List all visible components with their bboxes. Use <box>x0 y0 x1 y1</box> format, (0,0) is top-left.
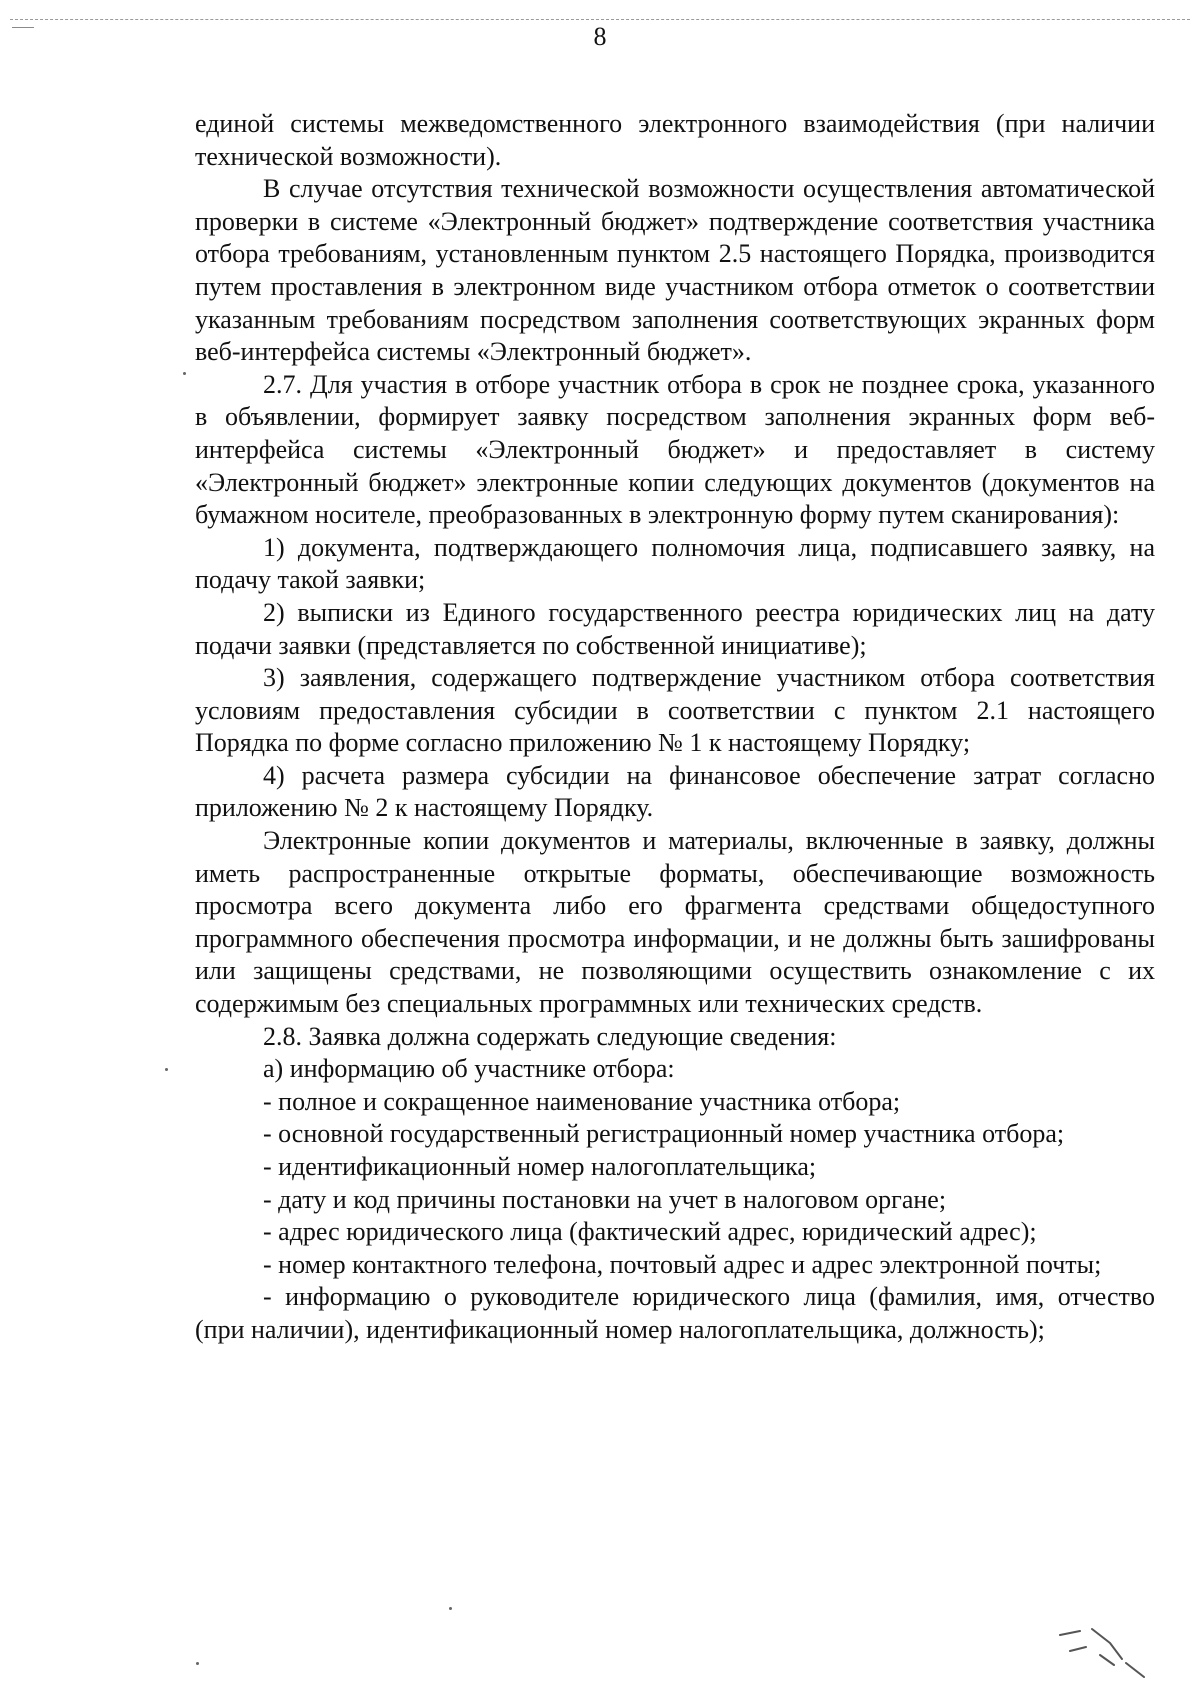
list-item: 2) выписки из Единого государственного реестра юридических лиц на дату подачи заявки (представляется по собственной инициативе); <box>195 597 1155 660</box>
list-item: - информацию о руководителе юридического лица (фамилия, имя, отчество (при наличии), идентификационный номер налогоплательщика, должность); <box>195 1282 1155 1344</box>
handwritten-mark-icon <box>1040 1625 1150 1680</box>
document-body <box>195 108 1155 1347</box>
scan-speck <box>196 1662 199 1665</box>
list-item: - полное и сокращенное наименование участника отбора; <box>263 1086 901 1116</box>
list-item: - идентификационный номер налогоплательщика; <box>263 1152 817 1181</box>
scan-speck <box>183 372 186 375</box>
list-item: 1) документа, подтверждающего полномочия лица, подписавшего заявку, на подачу такой заявки; <box>195 532 1155 595</box>
scan-edge-line <box>10 19 1190 20</box>
list-item: - адрес юридического лица (фактический адрес, юридический адрес); <box>263 1217 1037 1247</box>
section-heading-2-8: 2.8. Заявка должна содержать следующие сведения: <box>263 1021 837 1051</box>
list-item: 3) заявления, содержащего подтверждение участником отбора соответствия условиям предоставления субсидии в соответствии с пунктом 2.1 настоящего Порядка по форме согласно приложению № 1 к настоящему Порядку; <box>195 663 1155 758</box>
list-item: 4) расчета размера субсидии на финансовое обеспечение затрат согласно приложению № 2 к настоящему Порядку. <box>195 760 1155 823</box>
list-item: - дату и код причины постановки на учет в налоговом органе; <box>263 1184 947 1214</box>
paragraph: Электронные копии документов и материалы, включенные в заявку, должны иметь распространенные открытые форматы, обеспечивающие возможность просмотра всего документа либо его фрагмента средствами общедоступного программного обеспечения просмотра информации, и не должны быть зашифрованы или защищены средствами, не позволяющими осуществить ознакомление с их содержимым без специальных программных или технических средств. <box>195 826 1155 1019</box>
list-item: - основной государственный регистрационный номер участника отбора; <box>263 1119 1065 1149</box>
page-number: 8 <box>593 22 607 51</box>
paragraph: единой системы межведомственного электронного взаимодействия (при наличии технической возможности). <box>195 109 1155 171</box>
paragraph: В случае отсутствия технической возможности осуществления автоматической проверки в системе «Электронный бюджет» подтверждение соответствия участника отбора требованиям, установленным пунктом 2.5 настоящего Порядка, производится путем проставления в электронном виде участником отбора отметок о соответствии указанным требованиям посредством заполнения соответствующих экранных форм веб-интерфейса системы «Электронный бюджет». <box>195 174 1155 367</box>
list-item: - номер контактного телефона, почтовый адрес и адрес электронной почты; <box>263 1249 1102 1279</box>
subsection-heading: а) информацию об участнике отбора: <box>263 1054 675 1084</box>
paragraph: 2.7. Для участия в отборе участник отбора в срок не позднее срока, указанного в объявлении, формирует заявку посредством заполнения экранных форм веб-интерфейса системы «Электронный бюджет» и предоставляет в систему «Электронный бюджет» электронные копии следующих документов (документов на бумажном носителе, преобразованных в электронную форму путем сканирования): <box>195 369 1155 530</box>
scan-speck <box>165 1068 168 1071</box>
scan-speck <box>449 1607 452 1610</box>
